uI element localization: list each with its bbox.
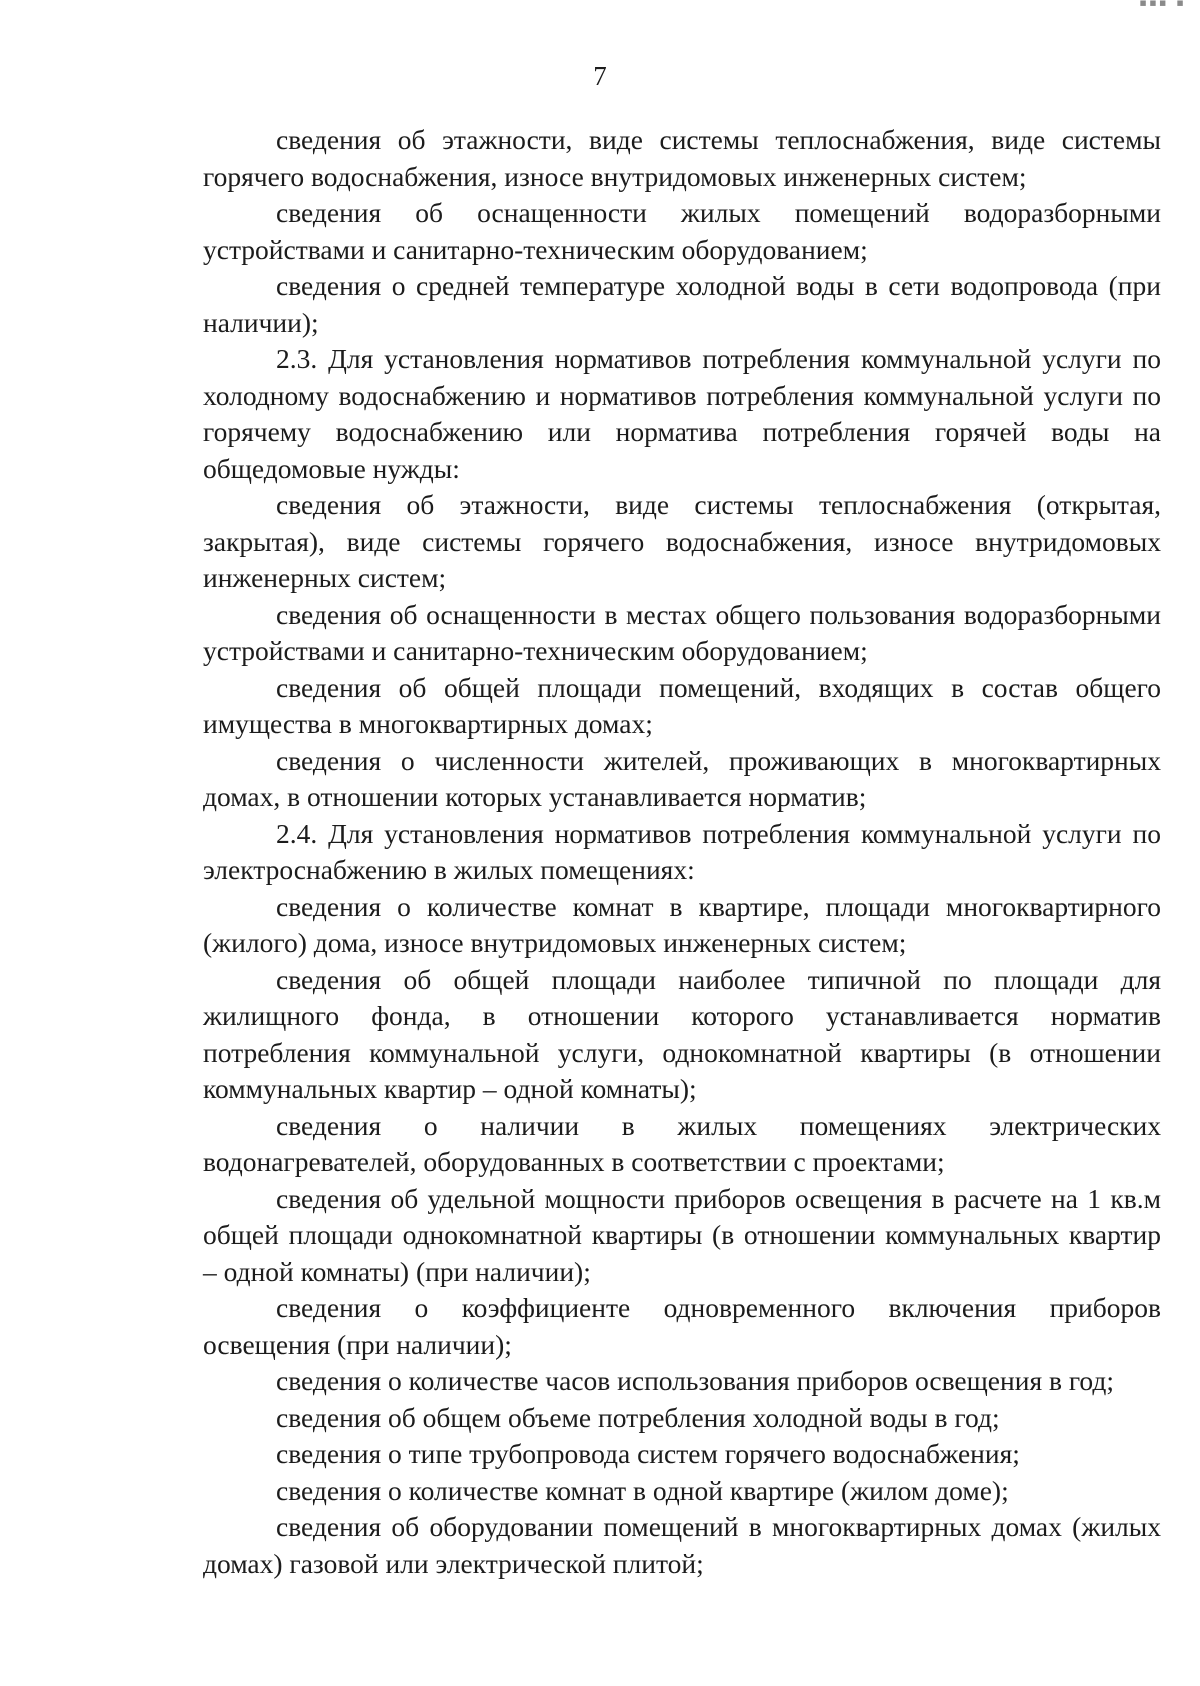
paragraph: сведения об общей площади наиболее типичной по площади для жилищного фонда, в отношении которого устанавливается норматив потребления коммунальной услуги, однокомнатной квартиры (в отношении коммунальных квартир – одной комнаты); <box>203 963 1161 1104</box>
paragraph: сведения о количестве комнат в одной квартире (жилом доме); <box>276 1474 1009 1506</box>
paragraph: сведения об удельной мощности приборов освещения в расчете на 1 кв.м общей площади однокомнатной квартиры (в отношении коммунальных квартир – одной комнаты) (при наличии); <box>203 1182 1161 1287</box>
paragraph: сведения об оснащенности в местах общего пользования водоразборными устройствами и санитарно-техническим оборудованием; <box>203 598 1161 666</box>
scan-corner-artifact: ▪▪▪ ▪ <box>1139 0 1186 15</box>
section-2-3-paragraph: 2.3. Для установления нормативов потребления коммунальной услуги по холодному водоснабжению и нормативов потребления коммунальной услуги по горячему водоснабжению или норматива потребления горячей воды на общедомовые нужды: <box>203 343 1161 484</box>
paragraph: сведения об общем объеме потребления холодной воды в год; <box>276 1401 1000 1433</box>
paragraph: сведения об общей площади помещений, входящих в состав общего имущества в многоквартирных домах; <box>203 671 1161 739</box>
section-2-4-paragraph: 2.4. Для установления нормативов потребления коммунальной услуги по электроснабжению в жилых помещениях: <box>203 817 1161 885</box>
paragraph: сведения о средней температуре холодной воды в сети водопровода (при наличии); <box>203 270 1161 338</box>
paragraph: сведения о количестве часов использования приборов освещения в год; <box>276 1365 1115 1396</box>
paragraph: сведения о численности жителей, проживающих в многоквартирных домах, в отношении которых устанавливается норматив; <box>203 744 1161 812</box>
paragraph: сведения об этажности, виде системы теплоснабжения (открытая, закрытая), виде системы горячего водоснабжения, износе внутридомовых инженерных систем; <box>203 489 1161 593</box>
paragraph: сведения о коэффициенте одновременного включения приборов освещения (при наличии); <box>203 1292 1161 1360</box>
document-body <box>203 122 1161 1582</box>
paragraph: сведения о типе трубопровода систем горячего водоснабжения; <box>276 1438 1020 1469</box>
paragraph: сведения о количестве комнат в квартире, площади многоквартирного (жилого) дома, износе внутридомовых инженерных систем; <box>203 890 1161 958</box>
paragraph: сведения об оборудовании помещений в многоквартирных домах (жилых домах) газовой или электрической плитой; <box>203 1511 1161 1579</box>
paragraph: сведения о наличии в жилых помещениях электрических водонагревателей, оборудованных в соответствии с проектами; <box>203 1109 1161 1177</box>
paragraph: сведения об этажности, виде системы теплоснабжения, виде системы горячего водоснабжения, износе внутридомовых инженерных систем; <box>203 124 1161 192</box>
page-number: 7 <box>593 61 607 91</box>
paragraph: сведения об оснащенности жилых помещений водоразборными устройствами и санитарно-техническим оборудованием; <box>203 197 1161 265</box>
